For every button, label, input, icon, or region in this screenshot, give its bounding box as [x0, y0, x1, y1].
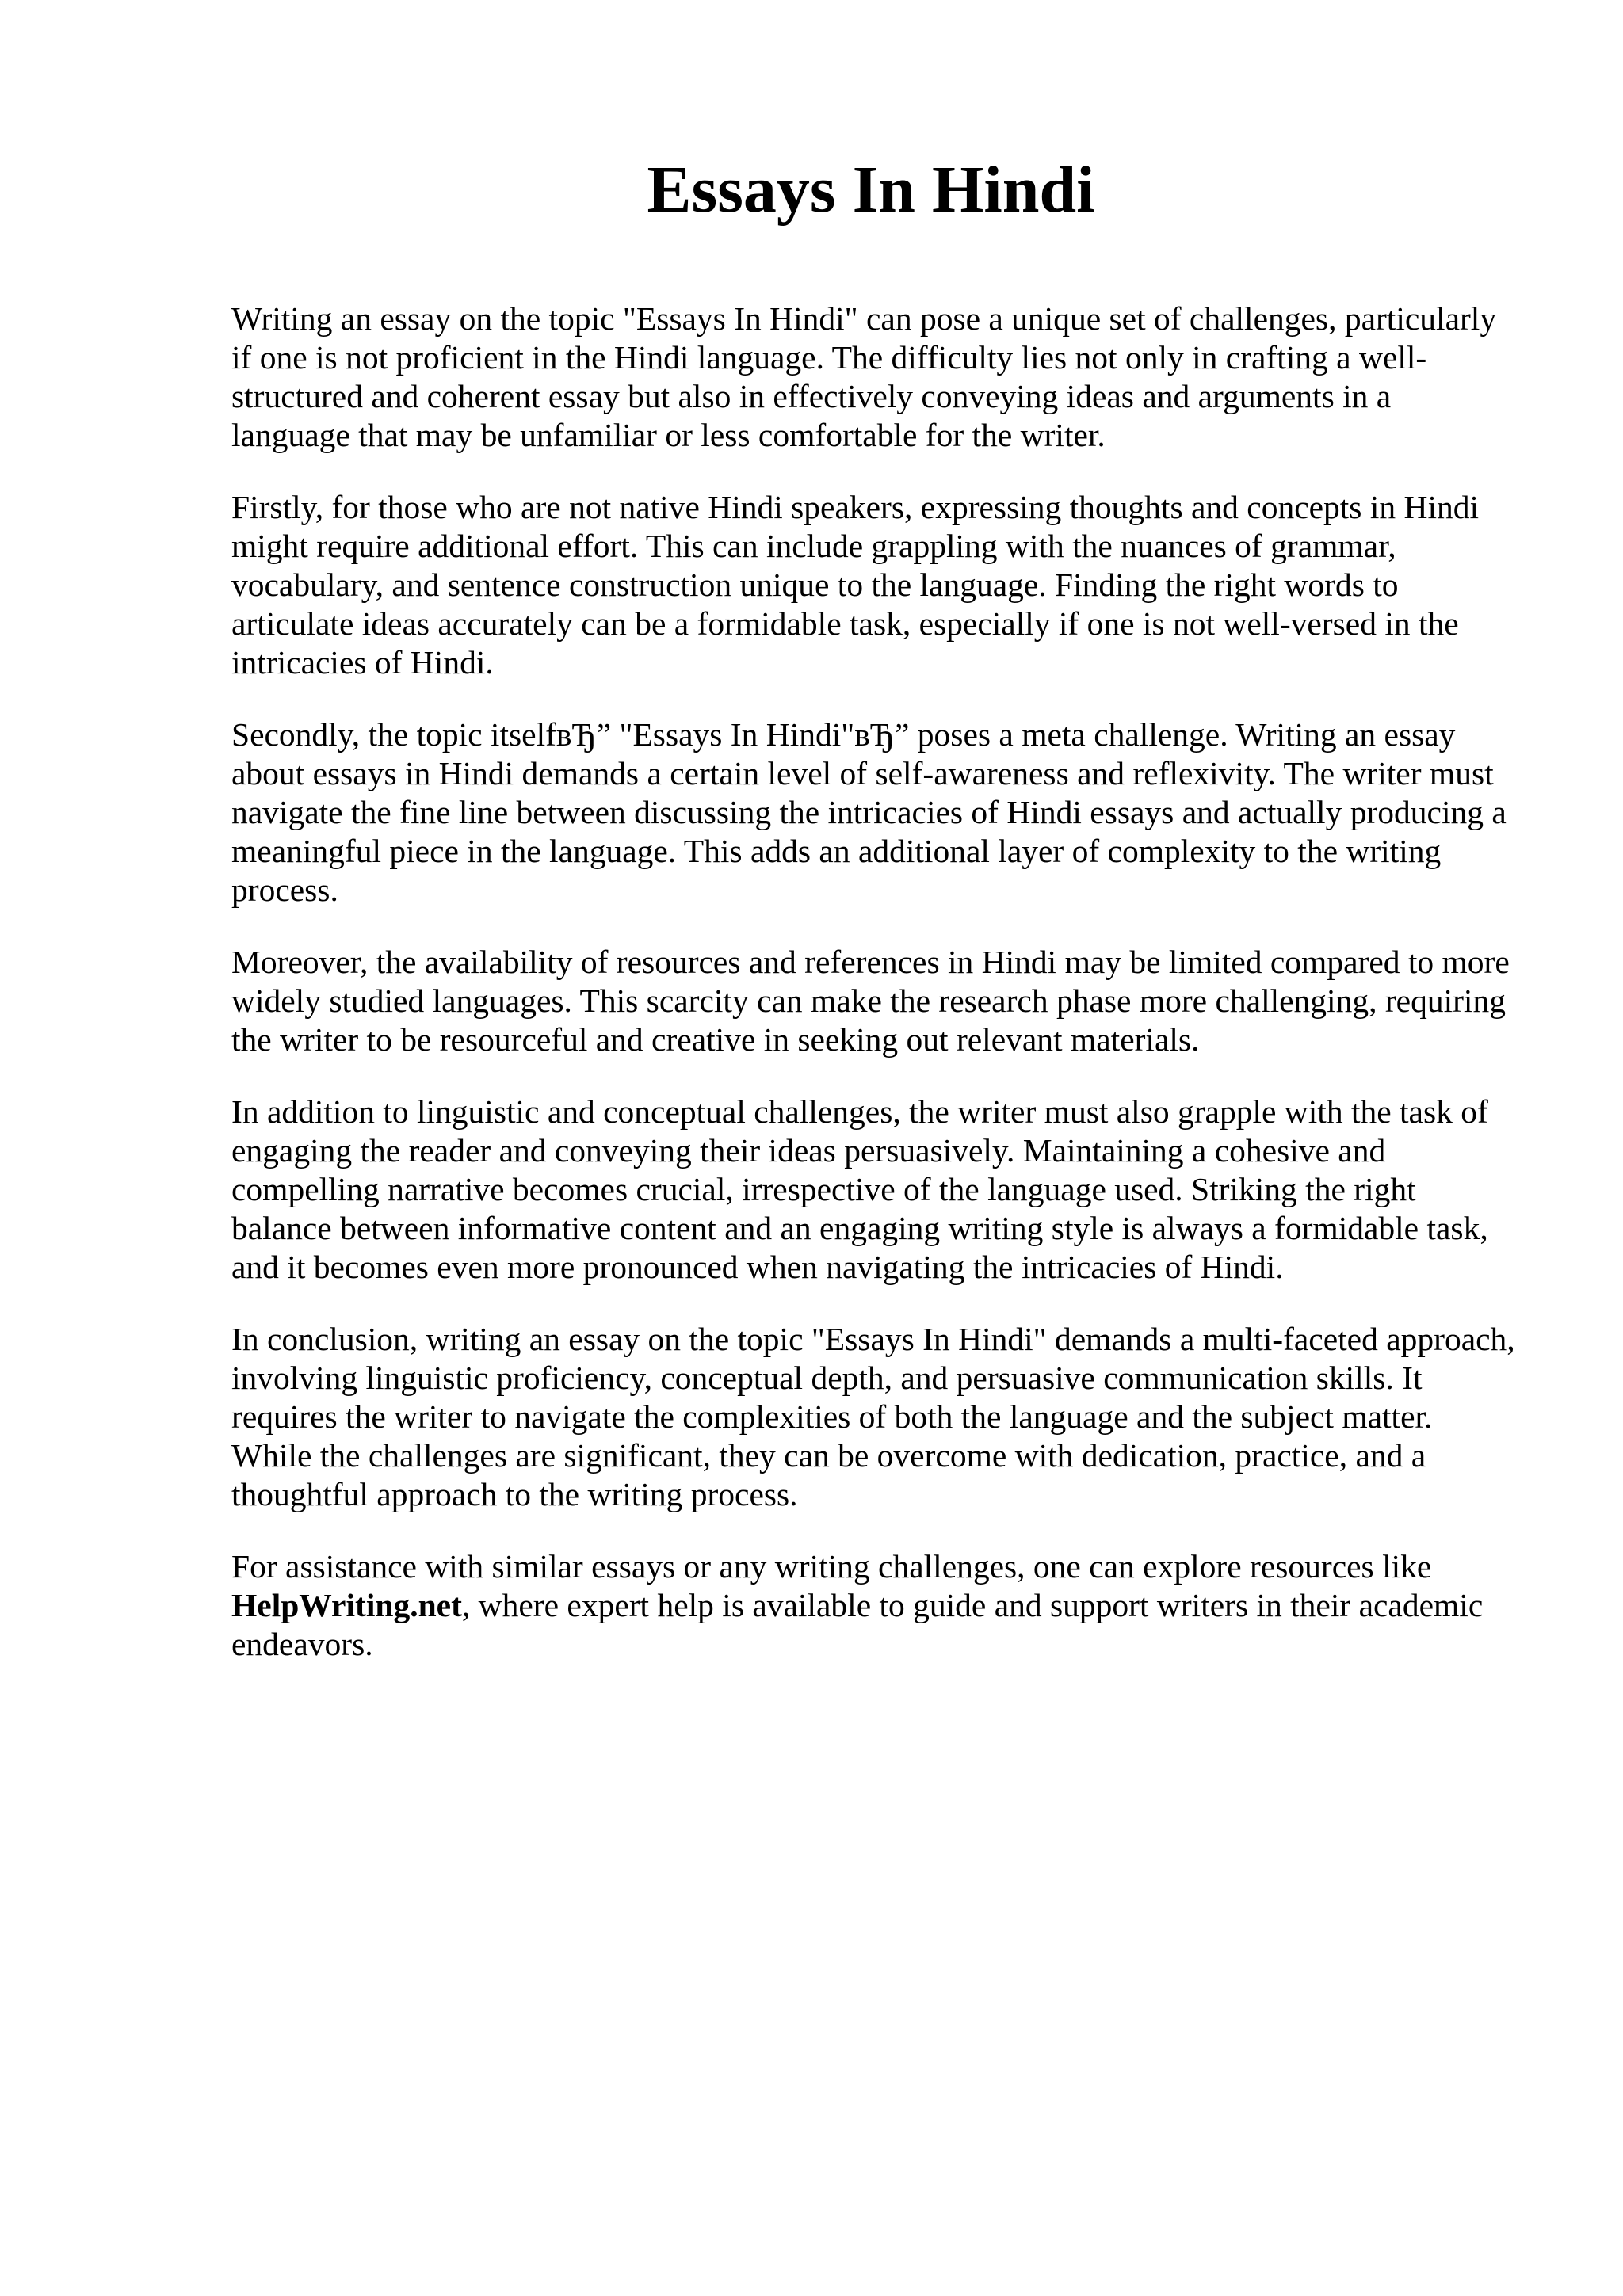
closing-text-before: For assistance with similar essays or any writing challenges, one can explore resources like — [231, 1548, 1432, 1585]
helpwriting-brand: HelpWriting.net — [231, 1587, 462, 1623]
paragraph-4: Moreover, the availability of resources and references in Hindi may be limited compared to more widely studied languages. This scarcity can make the research phase more challenging, requiring the writer to be resourceful and creative in seeking out relevant materials. — [231, 944, 1510, 1058]
paragraph-6: In conclusion, writing an essay on the topic "Essays In Hindi" demands a multi-faceted approach, involving linguistic proficiency, conceptual depth, and persuasive communication skills. It requires the writer to navigate the complexities of both the language and the subject matter. While the challenges are significant, they can be overcome with dedication, practice, and a thoughtful approach to the writing process. — [231, 1321, 1515, 1512]
paragraph-2: Firstly, for those who are not native Hindi speakers, expressing thoughts and concepts in Hindi might require additional effort. This can include grappling with the nuances of grammar, vocabulary, and sentence construction unique to the language. Finding the right words to articulate ideas accurately can be a formidable task, especially if one is not well-versed in the intricacies of Hindi. — [231, 489, 1480, 681]
essay-body — [231, 299, 1515, 1697]
closing-paragraph — [231, 1547, 1515, 1664]
paragraph-1: Writing an essay on the topic "Essays In Hindi" can pose a unique set of challenges, particularly if one is not proficient in the Hindi language. The difficulty lies not only in crafting a well-structured and coherent essay but also in effectively conveying ideas and arguments in a language that may be unfamiliar or less comfortable for the writer. — [231, 300, 1497, 453]
paragraph-3: Secondly, the topic itselfвЂ” "Essays In Hindi"вЂ” poses a meta challenge. Writing an essay about essays in Hindi demands a certain level of self-awareness and reflexivity. The writer must navigate the fine line between discussing the intricacies of Hindi essays and actually producing a meaningful piece in the language. This adds an additional layer of complexity to the writing process. — [231, 716, 1507, 908]
closing-text-after: , where expert help is available to guide and support writers in their academic endeavors. — [231, 1587, 1484, 1662]
paragraph-5: In addition to linguistic and conceptual challenges, the writer must also grapple with the task of engaging the reader and conveying their ideas persuasively. Maintaining a cohesive and compelling narrative becomes crucial, irrespective of the language used. Striking the right balance between informative content and an engaging writing style is always a formidable task, and it becomes even more pronounced when navigating the intricacies of Hindi. — [231, 1093, 1488, 1285]
page-title: Essays In Hindi — [647, 153, 1095, 227]
